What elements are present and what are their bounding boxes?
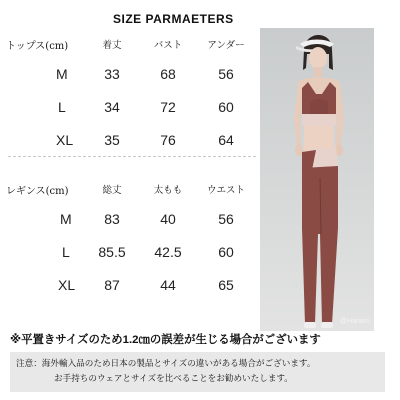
table-row — [6, 123, 256, 156]
model-figure — [260, 28, 374, 331]
import-notice-box — [10, 352, 385, 392]
table-cell: 76 — [160, 131, 176, 148]
size-label: XL — [58, 276, 76, 293]
leggings-header-label: レギンス(cm) — [6, 185, 69, 197]
table-cell: 34 — [104, 98, 120, 115]
table-cell: 60 — [218, 98, 234, 115]
table-cell: 35 — [104, 131, 120, 148]
leggings-header-waist: ウエスト — [206, 185, 245, 196]
leggings-header-length: 総丈 — [102, 185, 122, 196]
size-label: L — [62, 243, 70, 260]
table-cell: 87 — [104, 276, 120, 293]
table-row — [6, 57, 256, 90]
tops-header-bust: バスト — [153, 40, 183, 51]
table-cell: 72 — [160, 98, 176, 115]
tops-header-label: トップス(cm) — [6, 40, 69, 52]
table-divider — [8, 156, 256, 158]
measurement-note: ※平置きサイズのため1.2㎝の誤差が生じる場合がございます — [10, 334, 321, 346]
table-cell: 83 — [104, 210, 120, 227]
table-cell: 65 — [218, 276, 234, 293]
size-chart-title: SIZE PARMAETERS — [113, 12, 234, 26]
table-cell: 56 — [218, 210, 234, 227]
model-photo — [260, 28, 374, 331]
table-row — [6, 235, 256, 268]
table-cell: 60 — [218, 243, 234, 260]
import-notice-line1: 注意：海外輸入品のため日本の製品とサイズの違いがある場合がございます。 — [16, 358, 316, 368]
tops-header-row — [6, 31, 256, 57]
tops-header-under: アンダー — [207, 40, 245, 51]
size-label: XL — [56, 131, 74, 148]
size-label: L — [58, 98, 66, 115]
size-label: M — [60, 210, 72, 227]
table-row — [6, 202, 256, 235]
table-cell: 64 — [218, 131, 234, 148]
leggings-header-row — [6, 176, 256, 202]
leggings-header-thigh: 太もも — [153, 185, 183, 196]
size-label: M — [56, 65, 68, 82]
table-cell: 85.5 — [98, 243, 126, 260]
tops-size-table — [6, 31, 256, 156]
table-cell: 68 — [160, 65, 176, 82]
table-cell: 42.5 — [154, 243, 182, 260]
table-row — [6, 90, 256, 123]
photo-watermark: @Hanaru — [339, 318, 370, 325]
table-cell: 56 — [218, 65, 234, 82]
table-cell: 33 — [104, 65, 120, 82]
tops-header-length: 着丈 — [102, 40, 122, 51]
import-notice-line2: お手持ちのウェアとサイズを比べることをお勧めいたします。 — [54, 373, 293, 383]
table-row — [6, 268, 256, 301]
leggings-size-table — [6, 176, 256, 301]
table-cell: 40 — [160, 210, 176, 227]
table-cell: 44 — [160, 276, 176, 293]
